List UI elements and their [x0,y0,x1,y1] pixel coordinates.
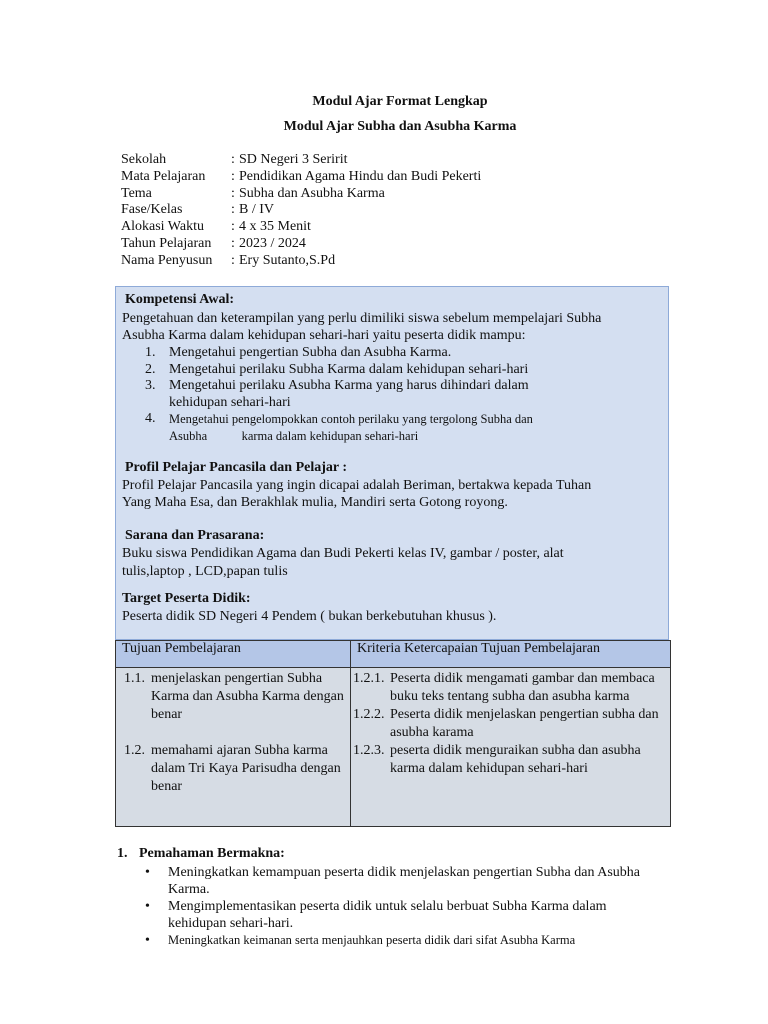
info-key: Tema [121,185,152,201]
list-item: 3. Mengetahui perilaku Asubha Karma yang harus dihindari dalam kehidupan sehari-hari [145,378,529,410]
kriteria-cell [351,668,671,827]
table-header: Tujuan Pembelajaran [116,641,351,668]
tujuan-cell [116,668,351,827]
profil-line: Yang Maha Esa, dan Berakhlak mulia, Mandiri serta Gotong royong. [122,495,508,510]
kompetensi-intro-line: Pengetahuan dan keterampilan yang perlu dimiliki siswa sebelum mempelajari Subha [122,311,602,326]
info-key: Alokasi Waktu [121,219,204,235]
target-line: Peserta didik SD Negeri 4 Pendem ( bukan berkebutuhan khusus ). [122,609,497,624]
kriteria-item: 1.2.2. Peserta didik menjelaskan pengertian subha dan asubha karama [353,707,659,740]
sarana-heading: Sarana dan Prasarana: [125,528,265,543]
tujuan-item: 1.2. memahami ajaran Subha karma dalam Tri Kaya Parisudha dengan benar [124,743,341,794]
identity-table [121,152,481,270]
tujuan-item: 1.1. menjelaskan pengertian Subha Karma dan Asubha Karma dengan benar [124,671,344,722]
info-key: Fase/Kelas [121,202,183,218]
info-row: Fase/Kelas : B / IV [121,202,274,218]
kompetensi-heading: Kompetensi Awal: [125,292,235,307]
kriteria-item: 1.2.3. peserta didik menguraikan subha dan asubha karma dalam kehidupan sehari-hari [353,743,641,776]
info-value: Subha dan Asubha Karma [239,185,385,201]
profil-heading: Profil Pelajar Pancasila dan Pelajar : [125,460,348,475]
document-subtitle: Modul Ajar Subha dan Asubha Karma [283,119,517,134]
info-row: Nama Penyusun : Ery Sutanto,S.Pd [121,252,336,268]
kompetensi-box [115,286,669,640]
info-key: Mata Pelajaran [121,168,206,184]
info-value: Ery Sutanto,S.Pd [239,252,336,268]
info-key: Nama Penyusun [121,252,213,268]
info-key: Tahun Pelajaran [121,235,212,251]
kriteria-item: 1.2.1. Peserta didik mengamati gambar dan membaca buku teks tentang subha dan asubha karma [353,671,655,704]
list-item: 4. Mengetahui pengelompokkan contoh perilaku yang tergolong Subha dan Asubha karma dalam kehidupan sehari-hari [145,411,533,443]
list-item: • Meningkatkan kemampuan peserta didik menjelaskan pengertian Subha dan Asubha Karma. [145,865,640,897]
info-row: Mata Pelajaran : Pendidikan Agama Hindu dan Budi Pekerti [121,168,482,184]
target-heading: Target Peserta Didik: [122,591,251,606]
pemahaman-heading: 1. Pemahaman Bermakna: [117,846,285,861]
info-row: Tema : Subha dan Asubha Karma [121,185,385,201]
tujuan-table [115,640,671,827]
sarana-line: tulis,laptop , LCD,papan tulis [122,564,288,579]
list-item: • Meningkatkan keimanan serta menjauhkan peserta didik dari sifat Asubha Karma [145,933,576,948]
document-title: Modul Ajar Format Lengkap [312,94,488,109]
list-item: • Mengimplementasikan peserta didik untuk selalu berbuat Subha Karma dalam kehidupan sehari-hari. [145,899,607,931]
table-header: Kriteria Ketercapaian Tujuan Pembelajaran [351,641,671,668]
info-row: Tahun Pelajaran : 2023 / 2024 [121,235,306,251]
info-value: B / IV [239,202,274,218]
info-value: Pendidikan Agama Hindu dan Budi Pekerti [239,168,482,184]
pemahaman-list [145,864,665,949]
kompetensi-list [145,345,655,444]
profil-line: Profil Pelajar Pancasila yang ingin dicapai adalah Beriman, bertakwa kepada Tuhan [122,478,592,493]
info-row: Alokasi Waktu : 4 x 35 Menit [121,219,311,235]
info-value: SD Negeri 3 Seririt [239,152,348,167]
list-item: 1. Mengetahui pengertian Subha dan Asubha Karma. [145,345,452,360]
info-row: Sekolah : SD Negeri 3 Seririt [121,152,348,167]
info-value: 2023 / 2024 [239,235,306,251]
info-value: 4 x 35 Menit [239,219,311,235]
kompetensi-intro-line: Asubha Karma dalam kehidupan sehari-hari yaitu peserta didik mampu: [122,328,526,343]
sarana-line: Buku siswa Pendidikan Agama dan Budi Pekerti kelas IV, gambar / poster, alat [122,546,564,561]
list-item: 2. Mengetahui perilaku Subha Karma dalam kehidupan sehari-hari [145,361,529,377]
info-key: Sekolah [121,152,167,167]
